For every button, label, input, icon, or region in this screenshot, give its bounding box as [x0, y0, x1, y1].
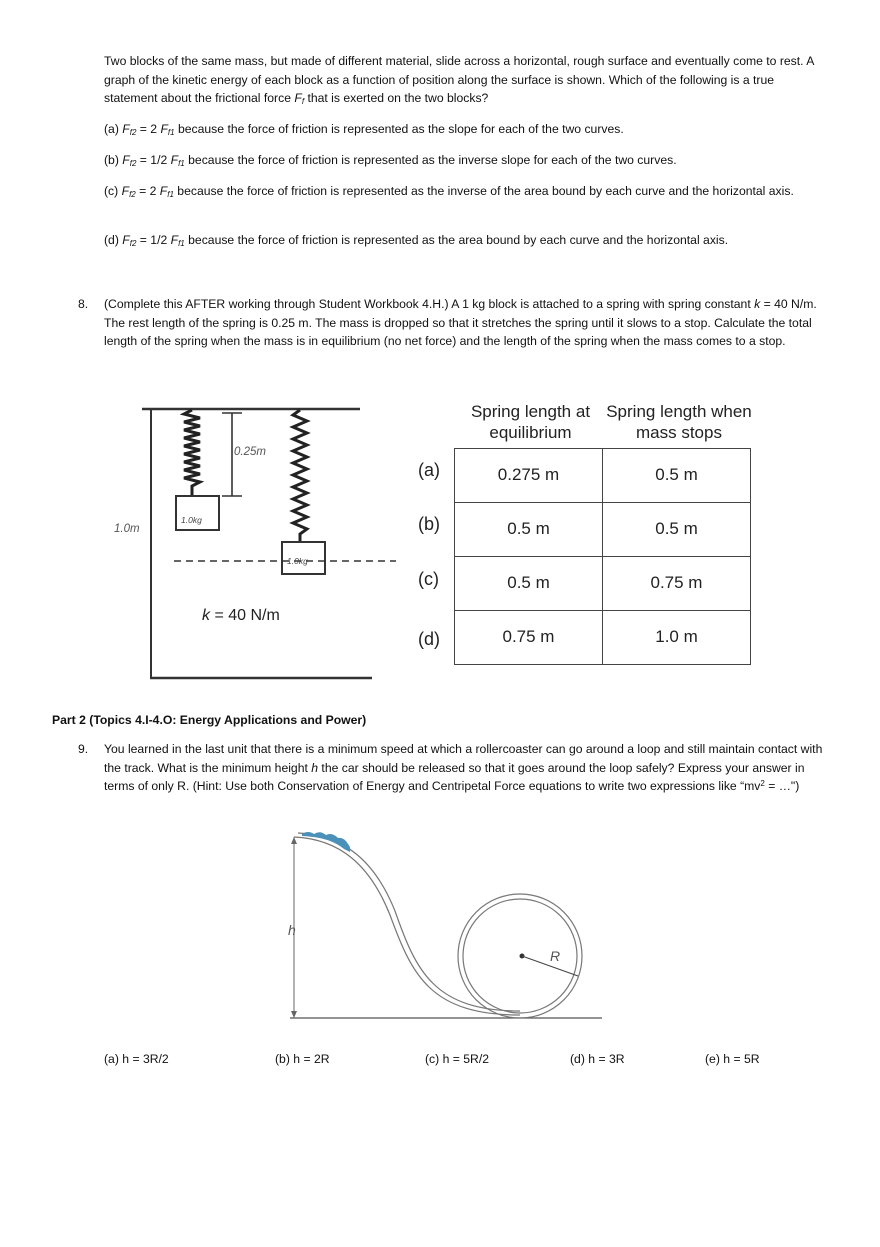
question-9-stem: You learned in the last unit that there is a minimum speed at which a rollercoaster can go around a loop and still maintain contact with the track. What is the minimum height h the car should be released so that it goes around the loop safely? Express your answer in terms of only R. (Hint: Use both Conservation of Energy and Centripetal Force equations to write two expressions like “$mv^2$ = …") — [104, 742, 823, 794]
table-cell: 0.75 m — [603, 557, 751, 611]
table-cell: 0.5 m — [455, 503, 603, 557]
table-cell: 0.5 m — [603, 449, 751, 503]
height-label: h — [288, 922, 296, 938]
answer-b: (b) h = 2R — [275, 1052, 330, 1066]
question-7-option-a: (a) $F_{f2} = 2$ $F_{f1}$ because the force of friction is represented as the slope for each of the two curves. — [104, 122, 624, 137]
question-9-number: 9. — [78, 742, 89, 756]
stretched-block-label: 1.0kg — [287, 556, 308, 566]
track-inner — [298, 833, 520, 1011]
header-equilibrium: Spring length at equilibrium — [470, 402, 591, 442]
spring-diagram — [110, 398, 400, 688]
track-outer — [294, 837, 520, 1015]
rest-spring — [184, 410, 200, 496]
part-2-heading: Part 2 (Topics 4.I-4.O: Energy Applications and Power) — [52, 713, 367, 727]
table-cell: 0.5 m — [603, 503, 751, 557]
row-label-a: (a) — [418, 460, 440, 480]
question-7-option-c: (c) $F_{f2} = 2$ $F_{f1}$ because the force of friction is represented as the inverse of the area bound by each curve and the horizontal axis. — [104, 184, 794, 199]
table-cell: 1.0 m — [603, 611, 751, 665]
coaster-car — [302, 832, 350, 852]
table-cell: 0.75 m — [455, 611, 603, 665]
answer-e: (e) h = 5R — [705, 1052, 760, 1066]
row-label-b: (b) — [418, 514, 440, 534]
spring-constant-label: k = 40 N/m — [202, 607, 280, 624]
row-label-c: (c) — [418, 569, 439, 589]
question-8-number: 8. — [78, 297, 89, 311]
row-label-d: (d) — [418, 629, 440, 649]
question-7-option-d: (d) $F_{f2} = 1/2$ $F_{f1}$ because the force of friction is represented as the area bound by each curve and the horizontal axis. — [104, 233, 729, 248]
radius-label: R — [550, 948, 561, 964]
rollercoaster-diagram — [280, 825, 610, 1025]
answer-a: (a) h = 3R/2 — [104, 1052, 169, 1066]
spring-answer-table — [454, 448, 751, 665]
table-cell: 0.275 m — [455, 449, 603, 503]
height-label: 1.0m — [114, 523, 140, 535]
table-row — [455, 503, 751, 557]
answer-d: (d) h = 3R — [570, 1052, 625, 1066]
rest-length-label: 0.25m — [234, 446, 266, 458]
rest-block-label: 1.0kg — [181, 515, 202, 525]
table-row — [455, 449, 751, 503]
question-7-stem: Two blocks of the same mass, but made of different material, slide across a horizontal, rough surface and eventually come to rest. A graph of the kinetic energy of each block as a function of position along the surface is shown. Which of the following is a true statement about the frictional force $F_f$ that is exerted on the two blocks? — [104, 54, 814, 107]
table-cell: 0.5 m — [455, 557, 603, 611]
question-8-stem: (Complete this AFTER working through Student Workbook 4.H.) A 1 kg block is attached to a spring with spring constant k = 40 N/m. The rest length of the spring is 0.25 m. The mass is dropped so that it stretches the spring until it slows to a stop. Calculate the total length of the spring when the mass is in equilibrium (no net force) and the length of the spring when the mass comes to a stop. — [104, 297, 817, 349]
header-mass-stops: Spring length when mass stops — [606, 402, 752, 442]
question-7-option-b: (b) $F_{f2} = 1/2$ $F_{f1}$ because the force of friction is represented as the inverse slope for each of the two curves. — [104, 153, 677, 168]
answer-c: (c) h = 5R/2 — [425, 1052, 490, 1066]
table-row — [455, 557, 751, 611]
stretched-spring — [293, 410, 307, 542]
table-row — [455, 611, 751, 665]
